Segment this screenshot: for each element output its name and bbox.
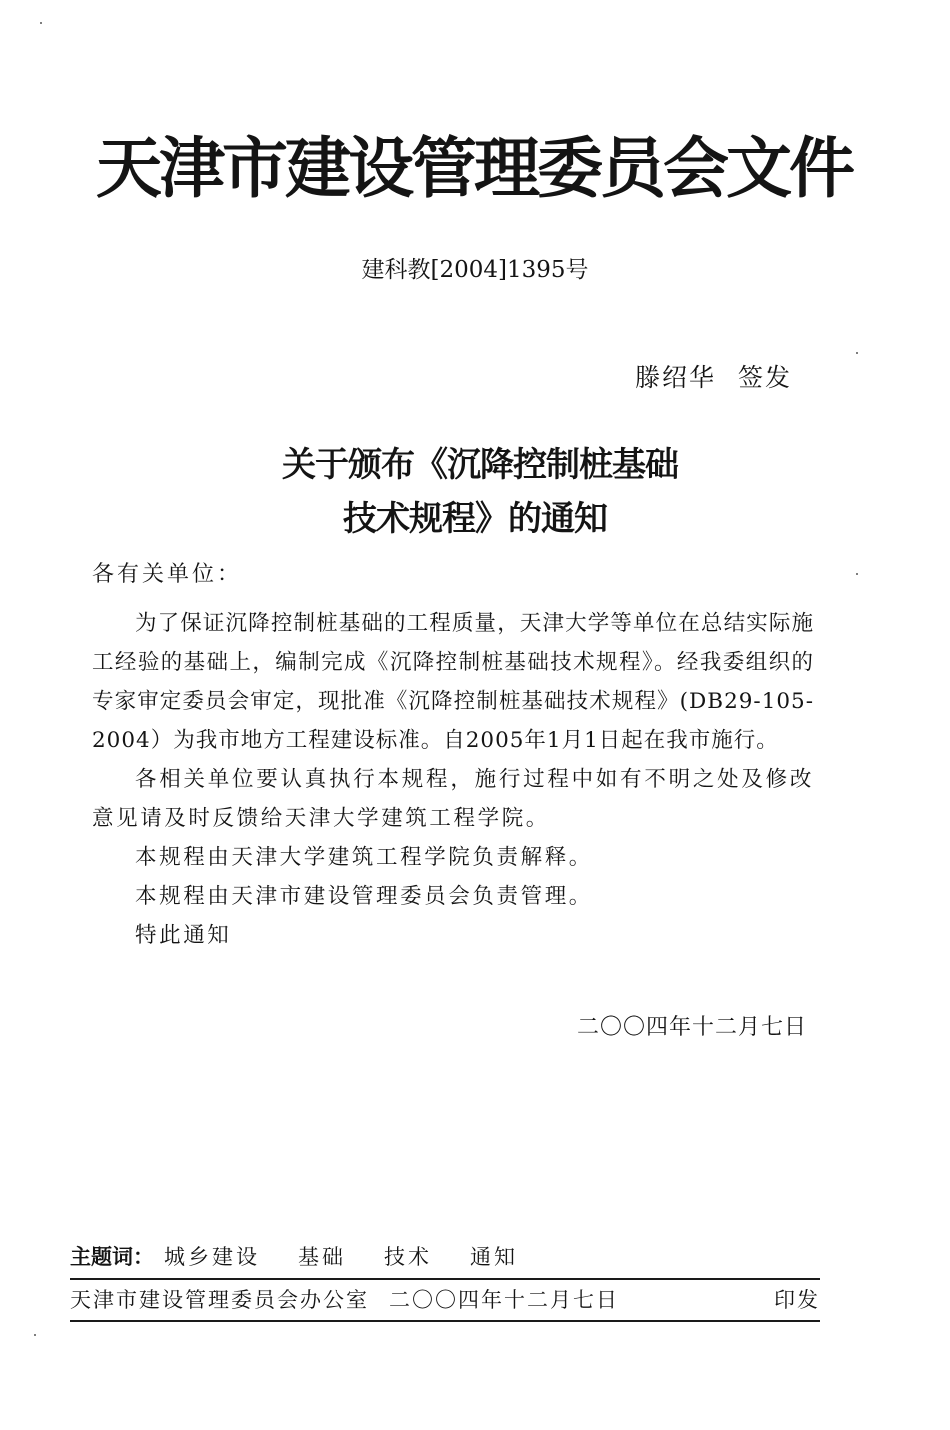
issuer-action: 签发 bbox=[737, 363, 792, 392]
issuer-signature bbox=[635, 360, 792, 396]
body-paragraph: 为了保证沉降控制桩基础的工程质量，天津大学等单位在总结实际施工经验的基础上，编制完成《沉降控制桩基础技术规程》。经我委组织的专家审定委员会审定，现批准《沉降控制桩基础技术规程》(DB29-105-2004）为我市地方工程建设标准。自2005年1月1日起在我市施行。 bbox=[92, 611, 814, 753]
print-action: 印发 bbox=[774, 1288, 820, 1312]
scan-speck bbox=[40, 22, 42, 24]
scan-speck bbox=[856, 352, 858, 354]
keyword: 技术 bbox=[384, 1245, 432, 1269]
body-paragraph: 各相关单位要认真执行本规程，施行过程中如有不明之处及修改意见请及时反馈给天津大学建筑工程学院。 bbox=[92, 767, 814, 831]
keywords-line bbox=[70, 1240, 546, 1274]
printing-office: 天津市建设管理委员会办公室 bbox=[70, 1288, 369, 1312]
keyword: 基础 bbox=[298, 1245, 346, 1269]
print-info-line bbox=[70, 1282, 820, 1318]
issue-date: 二〇〇四年十二月七日 bbox=[576, 1015, 807, 1040]
keyword: 城乡建设 bbox=[164, 1245, 260, 1269]
keywords-label: 主题词： bbox=[70, 1245, 154, 1269]
body-paragraph: 本规程由天津市建设管理委员会负责管理。 bbox=[135, 884, 593, 909]
footer-rule-top bbox=[70, 1278, 820, 1280]
notice-title-line-2: 技术规程》的通知 bbox=[343, 499, 607, 539]
notice-body bbox=[92, 604, 814, 955]
salutation: 各有关单位： bbox=[92, 562, 243, 587]
print-date: 二〇〇四年十二月七日 bbox=[389, 1288, 619, 1312]
body-paragraph: 本规程由天津大学建筑工程学院负责解释。 bbox=[135, 845, 593, 870]
scan-speck bbox=[856, 573, 858, 575]
document-header-title: 天津市建设管理委员会文件 bbox=[96, 129, 852, 207]
scan-speck bbox=[34, 1334, 36, 1336]
document-number: 建科教[2004]1395号 bbox=[361, 257, 589, 283]
body-paragraph: 特此通知 bbox=[135, 923, 232, 948]
footer-rule-bottom bbox=[70, 1320, 820, 1322]
issuer-name: 滕绍华 bbox=[634, 363, 716, 392]
keyword: 通知 bbox=[470, 1245, 518, 1269]
notice-title bbox=[0, 438, 950, 546]
notice-title-line-1: 关于颁布《沉降控制桩基础 bbox=[282, 445, 678, 485]
